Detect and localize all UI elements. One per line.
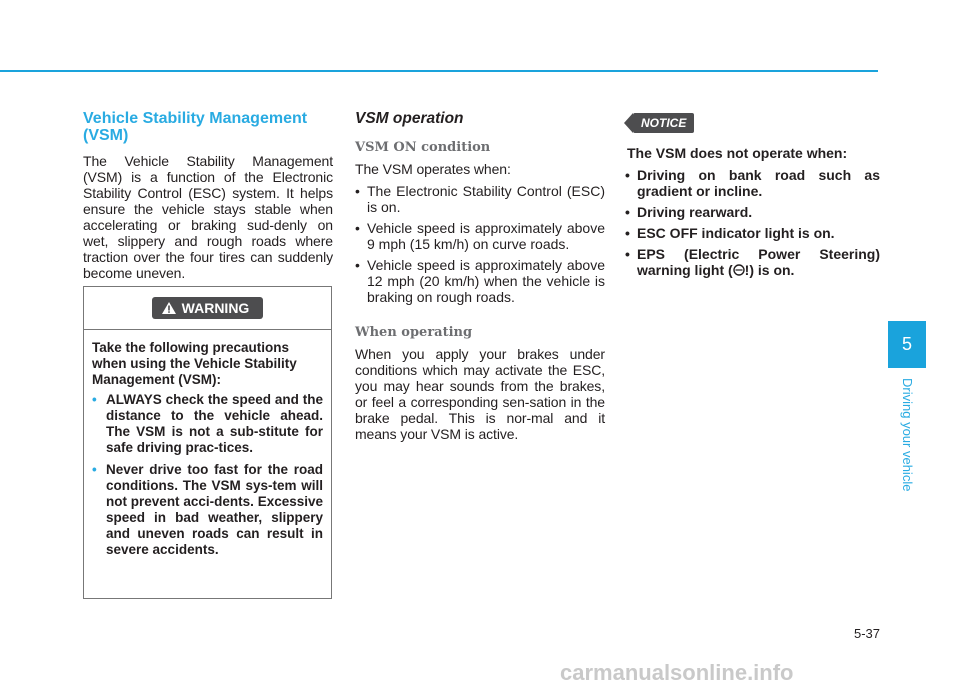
bullet-icon: • [625, 246, 630, 262]
bullet-icon: • [92, 392, 97, 407]
header-rule [0, 70, 878, 72]
list-item [355, 183, 605, 215]
vsm-operation-title: VSM operation [355, 110, 464, 127]
warning-header [84, 287, 331, 330]
column-left [83, 110, 333, 281]
warning-content [84, 330, 331, 558]
column-middle [355, 110, 605, 442]
list-item [625, 225, 880, 241]
on-condition-list [355, 183, 605, 305]
notice-list [625, 167, 880, 278]
list-item-text: ESC OFF indicator light is on. [637, 225, 835, 241]
chapter-name: Driving your vehicle [900, 378, 915, 492]
warning-item-text: Never drive too fast for the road conditions. The VSM sys-tem will not prevent acci-dents. Excessive speed in bad weather, slippery and uneven roads can result in severe accidents. [106, 462, 323, 557]
section-title: Vehicle Stability Management (VSM) [83, 110, 308, 144]
list-item-text: Vehicle speed is approximately above 12 mph (20 km/h) when the vehicle is braking on rough roads. [367, 257, 605, 305]
watermark: carmanualsonline.info [560, 660, 794, 685]
list-item-text: Driving on bank road such as gradient or incline. [637, 167, 880, 199]
bullet-icon: • [355, 183, 360, 199]
vsm-description: The Vehicle Stability Management (VSM) is a function of the Electronic Stability Control (ESC) system. It helps ensure the vehicle stays stable when accelerating or braking sud-denly on wet, slippery and rough roads where traction over the four tires can suddenly become uneven. [83, 153, 333, 281]
page-number: 5-37 [853, 626, 880, 641]
list-item [355, 257, 605, 305]
column-right [625, 110, 880, 283]
on-condition-intro: The VSM operates when: [355, 161, 511, 177]
notice-label: NOTICE [633, 113, 694, 133]
eps-warning-icon [733, 264, 745, 276]
warning-item [92, 392, 323, 456]
warning-label-text: WARNING [181, 300, 250, 316]
list-item-text: Vehicle speed is approximately above 9 mph (15 km/h) on curve roads. [367, 220, 605, 252]
list-item [625, 204, 880, 220]
list-item [355, 220, 605, 252]
notice-title: The VSM does not operate when: [627, 145, 848, 161]
list-item-text: The Electronic Stability Control (ESC) is on. [367, 183, 605, 215]
eps-text-before: EPS (Electric Power Steering) warning light ( [637, 246, 880, 278]
warning-item-text: ALWAYS check the speed and the distance to the vehicle ahead. The VSM is not a sub-stitute for safe driving prac-tices. [106, 392, 323, 455]
chapter-tab: 5 [888, 321, 926, 368]
eps-symbol: ! [744, 262, 750, 278]
warning-list [92, 392, 323, 558]
on-condition-heading: VSM ON condition [355, 140, 491, 155]
warning-label [152, 297, 264, 319]
bullet-icon: • [625, 204, 630, 220]
bullet-icon: • [92, 462, 97, 477]
bullet-icon: • [355, 257, 360, 273]
list-item [625, 167, 880, 199]
bullet-icon: • [625, 225, 630, 241]
warning-box [83, 286, 332, 599]
when-operating-text: When you apply your brakes under conditions which may activate the ESC, you may hear sounds from the brakes, or feel a corresponding sen-sation in the brake pedal. This is nor-mal and it means your VSM is active. [355, 346, 605, 442]
list-item [625, 246, 880, 278]
warning-lead: Take the following precautions when using the Vehicle Stability Management (VSM): [92, 340, 297, 387]
list-item-text: Driving rearward. [637, 204, 753, 220]
bullet-icon: • [355, 220, 360, 236]
bullet-icon: • [625, 167, 630, 183]
chapter-side-label [897, 378, 917, 498]
warning-triangle-icon [162, 302, 176, 314]
when-operating-heading: When operating [355, 325, 473, 340]
eps-text-after: ) is on. [749, 262, 795, 278]
warning-item [92, 462, 323, 558]
